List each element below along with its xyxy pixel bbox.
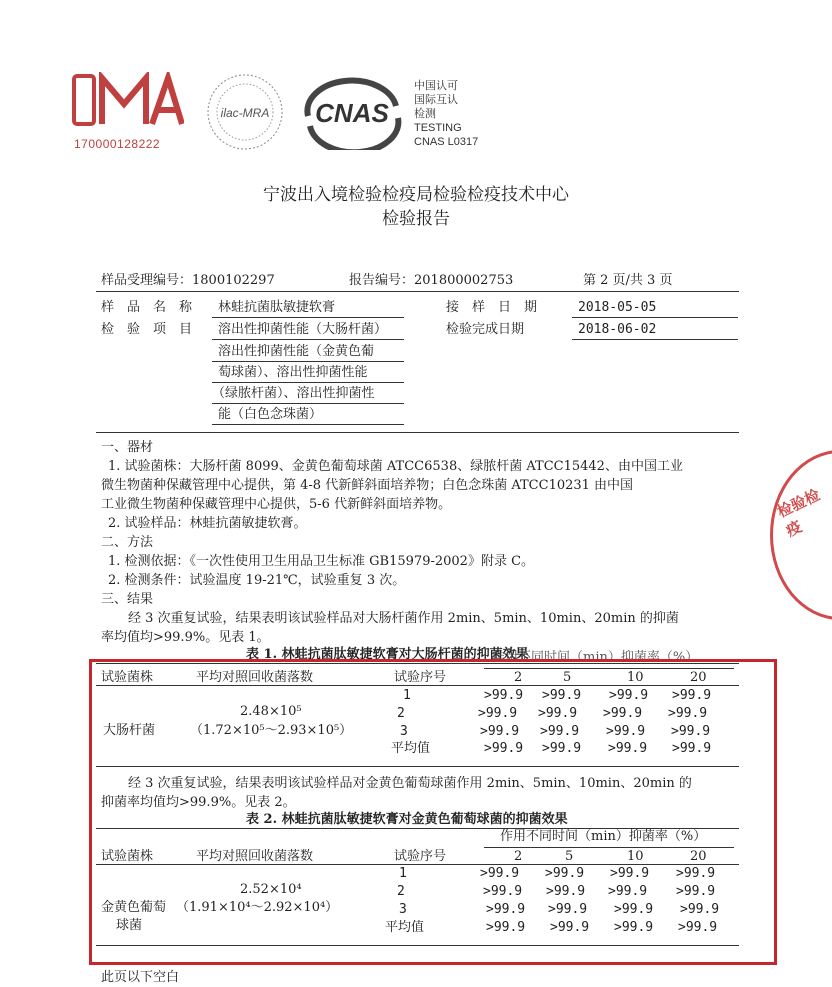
- report-number: 报告编号：201800002753: [349, 273, 514, 288]
- table-2-cell: >99.9: [680, 902, 720, 917]
- table-1-seq: 2: [397, 706, 405, 721]
- sample-number: 样品受理编号：1800102297: [101, 273, 275, 288]
- cma-number: 170000128222: [74, 137, 161, 151]
- table-1-cell: >99.9: [606, 724, 646, 739]
- table-1-strain: 大肠杆菌: [103, 723, 156, 738]
- underline: [572, 317, 738, 318]
- paragraph-line: 工业微生物菌种保藏管理中心提供，5-6 代新鲜斜面培养物。: [101, 497, 452, 512]
- table-1-control-value: 2.48×10⁵: [240, 704, 302, 719]
- table-2-cell: >99.9: [678, 920, 718, 935]
- svg-text:ilac-MRA: ilac-MRA: [220, 106, 270, 120]
- table-2-cell: >99.9: [614, 920, 654, 935]
- table-2-header-control: 平均对照回收菌落数: [196, 849, 314, 864]
- table-1-header-strain: 试验菌株: [101, 670, 154, 685]
- paragraph-line: 抑菌率均值均>99.9%。见表 2。: [101, 795, 296, 810]
- paragraph-line: 2. 试验样品：林蛙抗菌敏捷软膏。: [108, 516, 307, 531]
- table-2-caption: 表 2. 林蛙抗菌肽敏捷软膏对金黄色葡萄球菌的抑菌效果: [246, 812, 568, 827]
- table-2-strain-line-2: 球菌: [116, 918, 143, 933]
- table-1-cell: >99.9: [480, 724, 520, 739]
- underline: [212, 403, 404, 404]
- test-item-line-5: 能（白色念珠菌）: [218, 407, 323, 422]
- table-2-header-time: 10: [627, 849, 644, 864]
- table-2-cell: >99.9: [483, 884, 523, 899]
- page-indicator: 第 2 页/共 3 页: [583, 273, 673, 288]
- table-1-cell: >99.9: [540, 724, 580, 739]
- table-1-seq: 1: [403, 688, 411, 703]
- cnas-label-4: TESTING: [414, 122, 462, 134]
- table-1-cell: >99.9: [542, 741, 582, 756]
- table-1-header-seq: 试验序号: [394, 670, 447, 685]
- highlight-box: [89, 659, 777, 965]
- table-2-header-time: 5: [565, 849, 574, 864]
- organization-title: 宁波出入境检验检疫局检验检疫技术中心: [263, 185, 569, 205]
- official-stamp: [768, 450, 832, 625]
- table-1-cell: >99.9: [542, 688, 582, 703]
- table-2-seq: 平均值: [385, 920, 425, 935]
- table-1-cell: >99.9: [609, 688, 649, 703]
- cnas-wordmark: CNAS: [315, 98, 389, 128]
- sample-name-value: 林蛙抗菌肽敏捷软膏: [218, 300, 336, 315]
- test-item-line-4: （绿脓杆菌）、溶出性抑菌性: [212, 386, 375, 401]
- table-2-seq: 2: [397, 884, 405, 899]
- table-2-cell: >99.9: [480, 866, 520, 881]
- table-1-cell: >99.9: [484, 741, 524, 756]
- table-1-header-time: 2: [514, 670, 523, 685]
- table-1-header-control: 平均对照回收菌落数: [196, 670, 314, 685]
- table-1-seq: 3: [400, 724, 408, 739]
- table-2-cell: >99.9: [676, 866, 716, 881]
- cnas-label-2: 国际互认: [414, 94, 458, 106]
- table-1-cell: >99.9: [671, 724, 711, 739]
- table-2-cell: >99.9: [608, 884, 648, 899]
- divider: [96, 432, 739, 433]
- cnas-label-5: CNAS L0317: [414, 136, 479, 148]
- table-1-caption: 表 1. 林蛙抗菌肽敏捷软膏对大肠杆菌的抑菌效果: [246, 647, 529, 662]
- completion-date-label: 检验完成日期: [446, 322, 525, 337]
- table-1-seq: 平均值: [391, 741, 431, 756]
- table-1-cell: >99.9: [484, 688, 524, 703]
- table-1-span-header: 作用不同时间（min）抑菌率（%）: [492, 650, 699, 665]
- test-item-line-3: 萄球菌）、溶出性抑菌性能: [218, 365, 368, 380]
- table-2-cell: >99.9: [548, 902, 588, 917]
- underline: [212, 339, 404, 340]
- table-1-header-time: 5: [563, 670, 572, 685]
- table-1-cell: >99.9: [668, 706, 708, 721]
- table-1-cell: >99.9: [672, 741, 712, 756]
- cma-logo: [72, 72, 184, 128]
- receive-date-label: 接 样 日 期: [446, 300, 538, 315]
- paragraph-line: 1. 试验菌株：大肠杆菌 8099、金黄色葡萄球菌 ATCC6538、绿脓杆菌 ATCC15442、由中国工业: [108, 459, 683, 474]
- paragraph-line: 经 3 次重复试验，结果表明该试验样品对金黄色葡萄球菌作用 2min、5min、10min、20min 的: [128, 776, 692, 791]
- underline: [212, 382, 404, 383]
- stamp-text: 检验检疫: [774, 485, 823, 541]
- cnas-label-3: 检测: [414, 108, 436, 120]
- section-heading: 二、方法: [101, 535, 154, 550]
- table-2-header-time: 2: [514, 849, 523, 864]
- table-2-cell: >99.9: [486, 902, 526, 917]
- table-1-header-time: 20: [690, 670, 707, 685]
- table-2-control-value: 2.52×10⁴: [240, 882, 302, 897]
- table-2-cell: >99.9: [676, 884, 716, 899]
- section-heading: 三、结果: [101, 592, 154, 607]
- completion-date-value: 2018-06-02: [578, 322, 657, 337]
- section-heading: 一、器材: [101, 440, 154, 455]
- underline: [212, 361, 404, 362]
- paragraph-line: 率均值均>99.9%。见表 1。: [101, 630, 270, 645]
- paragraph-line: 经 3 次重复试验，结果表明该试验样品对大肠杆菌作用 2min、5min、10min、20min 的抑菌: [128, 611, 679, 626]
- table-1-cell: >99.9: [603, 706, 643, 721]
- test-item-line-1: 溶出性抑菌性能（大肠杆菌）: [218, 322, 388, 337]
- table-1-cell: >99.9: [538, 706, 578, 721]
- divider: [96, 291, 739, 292]
- table-2-cell: >99.9: [486, 920, 526, 935]
- table-2-cell: >99.9: [550, 920, 590, 935]
- cnas-label-1: 中国认可: [414, 80, 458, 92]
- underline: [572, 339, 738, 340]
- cnas-logo: [296, 76, 408, 150]
- paragraph-line: 2. 检测条件：试验温度 19-21℃，试验重复 3 次。: [108, 573, 406, 588]
- table-2-strain-line-1: 金黄色葡萄: [101, 900, 167, 915]
- table-2-control-range: （1.91×10⁴～2.92×10⁴）: [176, 900, 339, 915]
- table-2-header-time: 20: [690, 849, 707, 864]
- table-1-control-range: （1.72×10⁵～2.93×10⁵）: [190, 723, 353, 738]
- table-2-span-header: 作用不同时间（min）抑菌率（%）: [500, 829, 707, 844]
- paragraph-line: 微生物菌种保藏管理中心提供，第 4-8 代新鲜斜面培养物；白色念珠菌 ATCC10231 由中国: [101, 478, 634, 493]
- table-2-cell: >99.9: [545, 866, 585, 881]
- table-1-header-time: 10: [627, 670, 644, 685]
- table-2-seq: 1: [399, 866, 407, 881]
- sample-name-label: 样 品 名 称: [101, 300, 193, 315]
- report-title: 检验报告: [382, 209, 450, 229]
- test-item-label: 检 验 项 目: [101, 322, 193, 337]
- blank-page-note: 此页以下空白: [101, 970, 180, 985]
- ilac-mra-logo: [205, 72, 285, 152]
- table-2-cell: >99.9: [614, 902, 654, 917]
- underline: [212, 317, 404, 318]
- table-2-seq: 3: [399, 902, 407, 917]
- paragraph-line: 1. 检测依据：《一次性使用卫生用品卫生标准 GB15979-2002》附录 C。: [108, 554, 535, 569]
- underline: [212, 424, 404, 425]
- test-item-line-2: 溶出性抑菌性能（金黄色葡: [218, 344, 375, 359]
- table-1-cell: >99.9: [608, 741, 648, 756]
- table-2-cell: >99.9: [546, 884, 586, 899]
- table-2-header-strain: 试验菌株: [101, 849, 154, 864]
- table-2-cell: >99.9: [610, 866, 650, 881]
- table-1-cell: >99.9: [478, 706, 518, 721]
- table-1-cell: >99.9: [672, 688, 712, 703]
- table-2-header-seq: 试验序号: [394, 849, 447, 864]
- receive-date-value: 2018-05-05: [578, 300, 657, 315]
